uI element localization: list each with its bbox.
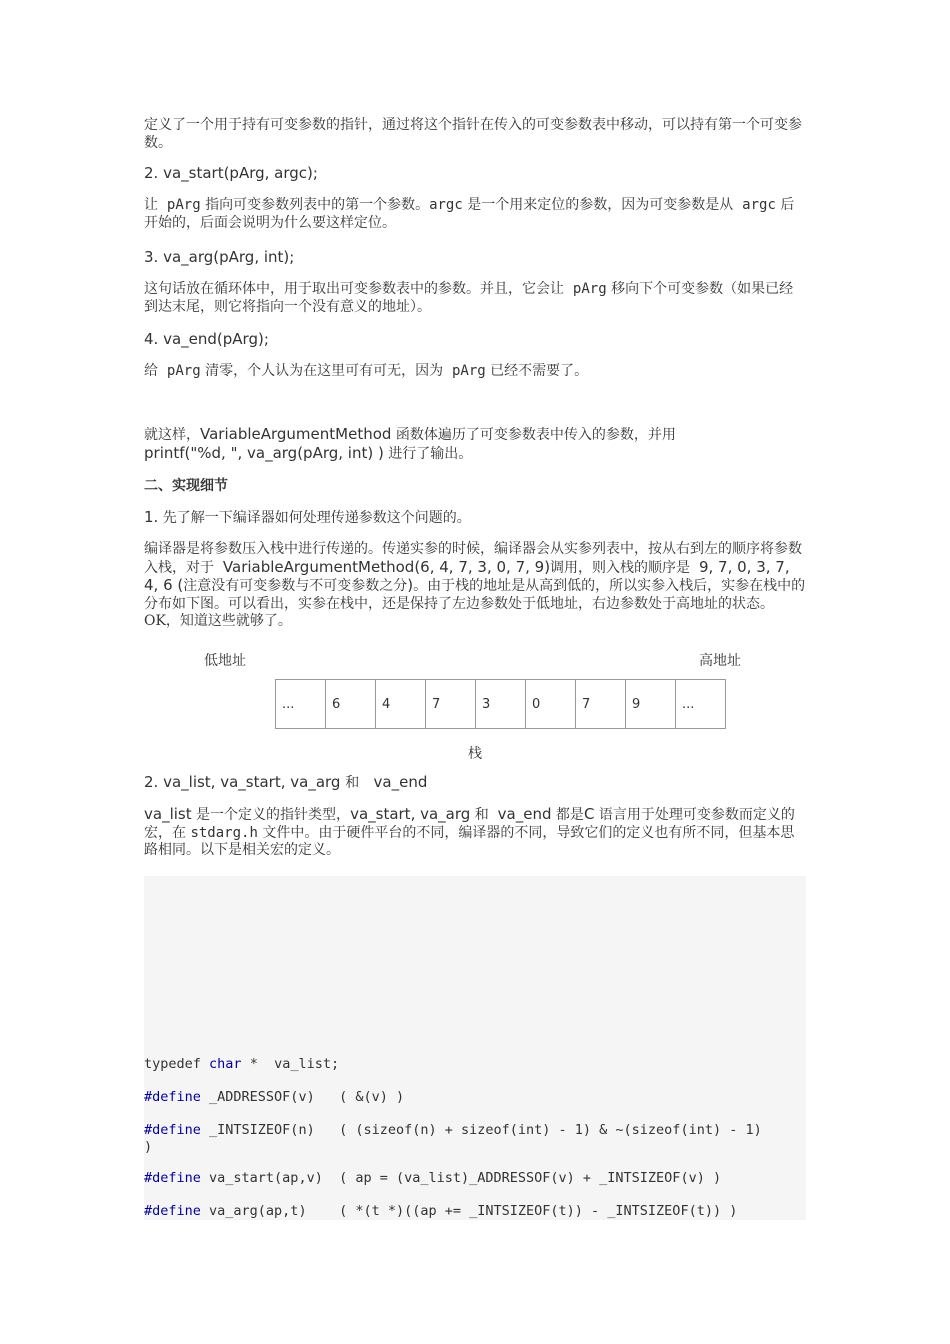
code-parg: pArg — [451, 363, 486, 379]
code-parg: pArg — [572, 281, 607, 297]
paragraph-va-end — [144, 363, 806, 381]
stack-cell: 0 — [526, 680, 576, 729]
heading-text: 2. va_list, va_start, va_arg — [144, 773, 346, 791]
keyword-typedef: typedef — [144, 1056, 201, 1072]
stack-cell: ... — [676, 680, 726, 729]
code-text: _ADDRESSOF(v) ( &(v) ) — [200, 1089, 405, 1105]
code-argc: argc — [742, 197, 776, 213]
stack-cell: 6 — [326, 680, 376, 729]
paragraph-step1 — [144, 509, 806, 528]
paragraph-summary — [144, 426, 806, 463]
text: 进行了输出。 — [383, 445, 473, 462]
stack-cell: 9 — [626, 680, 676, 729]
text: 这句话放在循环体中，用于取出可变参数表中的参数。并且，它会让 — [144, 281, 569, 297]
keyword-char: char — [209, 1056, 242, 1072]
code-text: va_arg(ap,t) ( *(t *)((ap += _INTSIZEOF(t)) - _INTSIZEOF(t)) ) — [200, 1203, 738, 1219]
heading-text: 和 — [345, 775, 360, 791]
paragraph-macros — [144, 806, 806, 860]
heading-macros — [144, 774, 806, 793]
text: 清零，个人认为在这里可有可无，因为 — [200, 363, 448, 379]
heading-va-arg — [144, 249, 806, 267]
text: 调用，则入栈的顺序是 — [550, 559, 691, 576]
stack-row — [276, 680, 726, 729]
code-text: _INTSIZEOF(n) ( (sizeof(n) + sizeof(int) - 1) & ~(sizeof(int) - 1) — [200, 1122, 762, 1138]
function-name: VariableArgumentMethod — [200, 425, 392, 443]
text: 先了解一下编译器如何处理传递参数这个问题的。 — [158, 510, 471, 526]
text: 。由于栈的地址是从高到低的，所以实参入栈后，实参在栈中的分布如下图。可以看出，实参在栈中，还是保持了左边参数处于低地址，右边参数处于高地址的状态。OK，知道这些就够了。 — [144, 578, 806, 629]
text: 给 — [144, 363, 163, 379]
stack-diagram — [275, 679, 726, 729]
stack-cell: 4 — [376, 680, 426, 729]
stack-cell: 7 — [576, 680, 626, 729]
paragraph-va-start — [144, 197, 806, 232]
code-line-typedef — [144, 1056, 339, 1073]
low-address-label: 低地址 — [204, 653, 246, 669]
heading-va-start — [144, 165, 806, 183]
section-heading — [144, 478, 806, 496]
text: 就这样， — [144, 427, 200, 443]
text: 移向下个可变参数（如果已经到达末尾，则它将指向一个没有意义的地址）。 — [144, 281, 794, 315]
text: ) — [407, 576, 414, 594]
text: 和 — [470, 807, 494, 823]
code-text: * va_list; — [241, 1056, 340, 1072]
heading-text: 4. va_end(pArg); — [144, 330, 269, 348]
text: 是一个用来定位的参数，因为可变参数是从 — [462, 197, 738, 213]
code-line-addressof — [144, 1089, 404, 1106]
keyword-define: #define — [144, 1203, 201, 1219]
code-block-background — [144, 876, 806, 1220]
heading-text: va_end — [368, 773, 428, 791]
paragraph-intro — [144, 117, 806, 152]
code-va-list: va_list — [144, 805, 192, 823]
language-c: C — [583, 805, 595, 823]
code-line-va-start — [144, 1170, 721, 1187]
high-address-label: 高地址 — [699, 653, 741, 669]
text: 注意没有可变参数与不可变参数之分 — [183, 578, 408, 594]
paragraph-compiler — [144, 541, 806, 631]
text: 是一个定义的指针类型， — [191, 807, 351, 823]
keyword-define: #define — [144, 1170, 201, 1186]
stack-cell: 7 — [426, 680, 476, 729]
text: 已经不需要了。 — [485, 363, 589, 379]
heading-text: 2. va_start(pArg, argc); — [144, 164, 318, 182]
heading-va-end — [144, 331, 806, 349]
keyword-define: #define — [144, 1122, 201, 1138]
intro-text: 定义了一个用于持有可变参数的指针，通过将这个指针在传入的可变参数表中移动，可以持有第一个可变参数。 — [144, 117, 802, 151]
stack-cell: ... — [276, 680, 326, 729]
code-argc: argc — [429, 197, 463, 213]
text: 文件中。由于硬件平台的不同，编译器的不同，导致它们的定义也有所不同，但基本思路相同。以下是相关宏的定义。 — [144, 824, 795, 858]
printf-call: printf("%d, ", va_arg(pArg, int) ) — [144, 443, 384, 462]
text: 后开始的，后面会说明为什么要这样定位。 — [144, 197, 795, 231]
code-text: ) — [144, 1139, 153, 1155]
code-parg: pArg — [166, 197, 201, 213]
paragraph-va-arg — [144, 281, 806, 316]
code-text: va_start(ap,v) ( ap = (va_list)_ADDRESSOF(v) + _INTSIZEOF(v) ) — [200, 1170, 722, 1186]
code-line-va-arg — [144, 1203, 737, 1220]
text: 函数体遍历了可变参数表中传入的参数，并用 — [391, 427, 676, 443]
text: 语言用于处理可变参数而定义的宏，在 — [144, 807, 795, 841]
step-number: 1. — [144, 508, 159, 526]
text: 指向可变参数列表中的第一个参数。 — [200, 197, 430, 213]
text: 都是 — [551, 807, 584, 823]
keyword-define: #define — [144, 1089, 201, 1105]
header-file: stdarg.h — [190, 824, 258, 841]
stack-cell: 3 — [476, 680, 526, 729]
heading-text: 3. va_arg(pArg, int); — [144, 248, 295, 266]
stack-order: 9, 7, 0, 3, 7, 4, 6 ( — [144, 557, 790, 594]
code-va-end: va_end — [497, 805, 552, 823]
text: 编译器是将参数压入栈中进行传递的。传递实参的时候，编译器会从实参列表中，按从右到左的顺序将参数入栈，对于 — [144, 541, 802, 576]
code-parg: pArg — [166, 363, 201, 379]
code-va-start-arg: va_start, va_arg — [350, 805, 471, 823]
function-call: VariableArgumentMethod(6, 4, 7, 3, 0, 7, 9) — [222, 557, 551, 576]
code-line-intsizeof — [144, 1122, 762, 1156]
section-title: 二、实现细节 — [144, 478, 228, 494]
stack-label: 栈 — [468, 746, 482, 762]
text: 让 — [144, 197, 158, 213]
